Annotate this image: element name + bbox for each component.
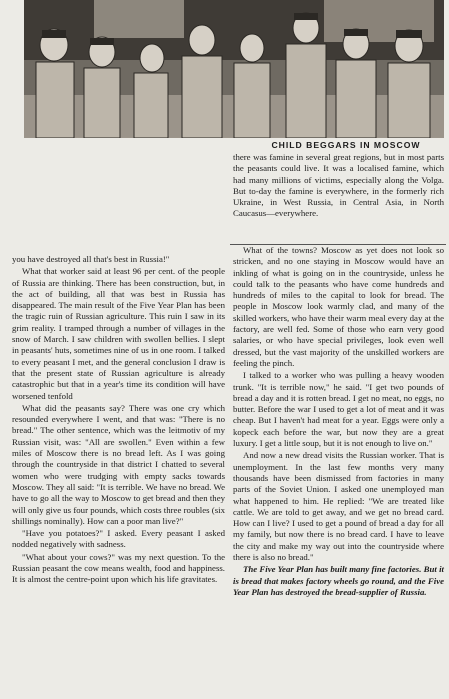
photograph-image bbox=[24, 0, 444, 138]
paragraph: What did the peasants say? There was one cry which resounded everywhere I went, and that was: "There is no bread." The other sentence, which was the leitmotiv of my Russian visit, was: "All are swollen." Even within a few miles of Moscow there is no bread left. As I was going through the countryside in that district I chatted to several women who were trudging with empty sacks towards Moscow. They all said: "It is terrible. We have no bread. We have to go all the way to Moscow to get bread and then they will only give us four pounds, which costs three roubles (six shillings nominally). How can a poor man live?" bbox=[12, 402, 225, 526]
paragraph: And now a new dread visits the Russian worker. That is unemployment. In the last few months very many thousands have been dismissed from factories in many parts of the Soviet Union. I asked one unemployed man what happened to him. He replied: "We are treated like cattle. We are told to get away, and we get no bread card. How can I live? I used to get a pound of bread a day for all my family, but now there is no bread card. I have to leave the city and make my way out into the countryside where there is also no bread." bbox=[233, 450, 444, 563]
right-column bbox=[233, 245, 444, 598]
paragraph: "Have you potatoes?" I asked. Every peasant I asked nodded negatively with sadness. bbox=[12, 528, 225, 550]
photograph-child-beggars bbox=[24, 0, 444, 138]
paragraph: The Five Year Plan has built many fine factories. But it is bread that makes factory wheels go round, and the Five Year Plan has destroyed the bread-supplier of Russia. bbox=[233, 564, 444, 597]
paragraph: there was famine in several great regions, but in most parts the peasants could live. It was a localised famine, which had many millions of victims, especially along the Volga. But to-day the famine is everywhere, in the formerly rich Ukraine, in West Russia, in Central Asia, in North Caucasus—everywhere. bbox=[233, 152, 444, 219]
photo-caption: CHILD BEGGARS IN MOSCOW bbox=[271, 140, 421, 150]
paragraph: What of the towns? Moscow as yet does not look so stricken, and no one staying in Moscow would have an inkling of what is going on in the countryside, unless he could talk to the peasants who have come hundreds and hundreds of miles to the capital to look for bread. The people in Moscow look warmly clad, and many of the skilled workers, who have their warm meal every day at the factory, are well fed. Some of those who earn very good salaries, or who have special privileges, look even well dressed, but the vast majority of the unskilled workers are feeling the pinch. bbox=[233, 245, 444, 368]
right-column-top bbox=[233, 152, 444, 220]
paragraph: you have destroyed all that's best in Russia!" bbox=[12, 254, 170, 264]
paragraph: "What about your cows?" was my next question. To the Russian peasant the cow means wealth, food and happiness. It is almost the centre-point upon which his life gravitates. bbox=[12, 551, 225, 585]
paragraph: I talked to a worker who was pulling a heavy wooden trunk. "It is terrible now," he said. "I get two pounds of bread a day and it is rotten bread. I get no meat, no eggs, no butter. Before the war I used to get a lot of meat and it was cheap. But I haven't had meat for a year. Eggs were only a kopeck each before the war, but now they are a great luxury. I get a little soup, but it is not enough to live on." bbox=[233, 370, 444, 449]
left-column bbox=[12, 254, 225, 586]
paragraph: What that worker said at least 96 per cent. of the people of Russia are thinking. There has been construction, but, in the act of building, all that was best in Russia has disappeared. The main result of the Five Year Plan has been the tragic ruin of Russian agriculture. This ruin I saw in its grim reality. I tramped through a number of villages in the snow of March. I saw children with swollen bellies. I slept in peasants' huts, sometimes nine of us in one room. I talked to every peasant I met, and the general conclusion I draw is that the present state of Russian agriculture is already catastrophic but that in a year's time its condition will have worsened tenfold bbox=[12, 266, 225, 401]
